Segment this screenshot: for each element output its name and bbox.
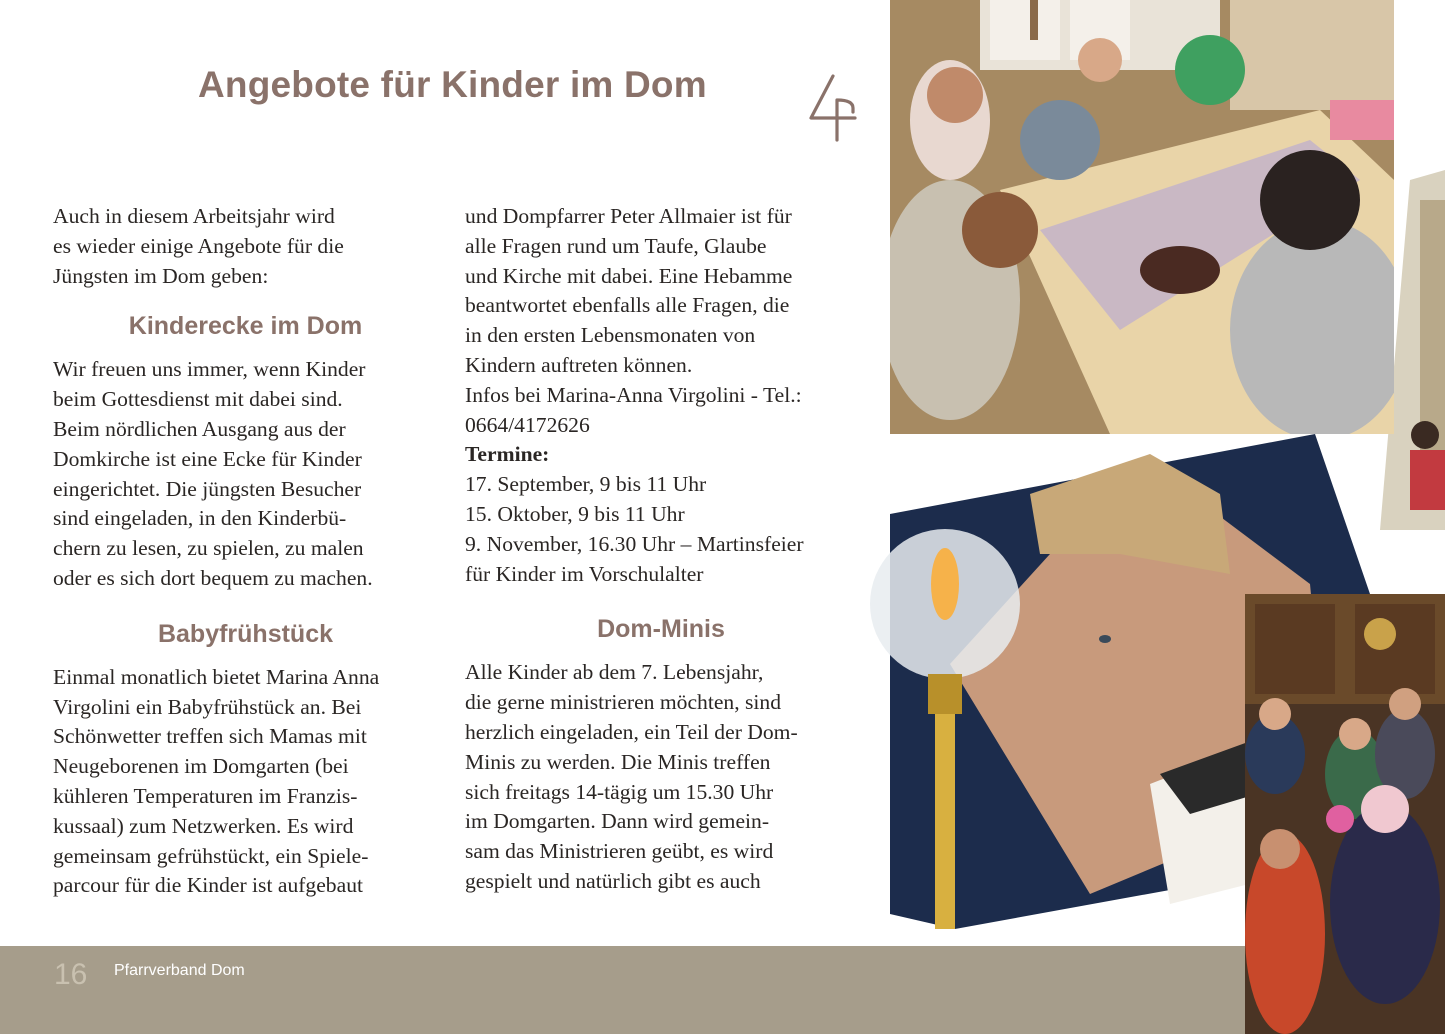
- text-line: Beim nördlichen Ausgang aus der: [53, 416, 346, 441]
- text-line: Wir freuen uns immer, wenn Kinder: [53, 357, 366, 382]
- footer-bar: [0, 946, 1445, 1034]
- text-line: Kindern auftreten können.: [465, 352, 693, 377]
- text-line: sich freitags 14-tägig um 15.30 Uhr: [465, 779, 774, 804]
- text-line: gemeinsam gefrühstückt, ein Spiele-: [53, 843, 369, 868]
- footer-label: Pfarrverband Dom: [114, 962, 245, 979]
- text-line: kühleren Temperaturen im Franzis-: [53, 783, 358, 808]
- text-line: sind eingeladen, in den Kinderbü-: [53, 506, 347, 531]
- kinderecke-heading: Kinderecke im Dom: [128, 312, 363, 341]
- text-line: Schönwetter treffen sich Mamas mit: [53, 724, 367, 749]
- page-number: 16: [54, 958, 88, 991]
- text-line: Virgolini ein Babyfrühstück an. Bei: [53, 694, 362, 719]
- text-line: Infos bei Marina-Anna Virgolini - Tel.:: [465, 382, 802, 407]
- photo-dom-minis-group: [1245, 594, 1445, 1034]
- text-line: Alle Kinder ab dem 7. Lebensjahr,: [465, 660, 764, 685]
- text-line: Minis zu werden. Die Minis treffen: [465, 749, 771, 774]
- text-line: parcour für die Kinder ist aufgebaut: [53, 873, 363, 898]
- photo-children-breakfast: [890, 0, 1394, 434]
- text-line: alle Fragen rund um Taufe, Glaube: [465, 233, 767, 258]
- text-line: kussaal) zum Netzwerken. Es wird: [53, 813, 354, 838]
- babyfruehstueck-continued: [465, 202, 857, 589]
- text-line: im Domgarten. Dann wird gemein-: [465, 809, 770, 834]
- text-line: herzlich eingeladen, ein Teil der Dom-: [465, 719, 798, 744]
- text-line: beim Gottesdienst mit dabei sind.: [53, 387, 343, 412]
- page-title: Angebote für Kinder im Dom: [198, 64, 707, 105]
- babyfruehstueck-paragraph: [53, 663, 438, 901]
- babyfruehstueck-heading: Babyfrühstück: [157, 619, 334, 648]
- text-line: gespielt und natürlich gibt es auch: [465, 868, 761, 893]
- right-column: [465, 202, 857, 897]
- date-line: für Kinder im Vorschulalter: [465, 561, 704, 586]
- text-line: Einmal monatlich bietet Marina Anna: [53, 664, 380, 689]
- text-line: beantwortet ebenfalls alle Fragen, die: [465, 293, 790, 318]
- section-number-logo: [803, 70, 859, 144]
- text-line: eingerichtet. Die jüngsten Besucher: [53, 476, 362, 501]
- text-line: Auch in diesem Arbeitsjahr wird: [53, 204, 335, 228]
- left-column: [53, 202, 438, 901]
- text-line: oder es sich dort bequem zu machen.: [53, 565, 373, 590]
- dom-minis-heading: Dom-Minis: [597, 615, 725, 644]
- date-line: 9. November, 16.30 Uhr – Martinsfeier: [465, 531, 804, 556]
- text-line: sam das Ministrieren geübt, es wird: [465, 839, 774, 864]
- text-line: in den ersten Lebensmonaten von: [465, 323, 756, 348]
- text-line: Jüngsten im Dom geben:: [53, 263, 269, 288]
- text-line: 0664/4172626: [465, 412, 590, 437]
- text-line: Domkirche ist eine Ecke für Kinder: [53, 446, 362, 471]
- kinderecke-paragraph: [53, 355, 438, 593]
- text-line: und Dompfarrer Peter Allmaier ist für: [465, 204, 792, 228]
- date-line: 15. Oktober, 9 bis 11 Uhr: [465, 501, 685, 526]
- text-line: und Kirche mit dabei. Eine Hebamme: [465, 263, 793, 288]
- dates-label: Termine:: [465, 442, 550, 467]
- text-line: Neugeborenen im Domgarten (bei: [53, 754, 349, 779]
- text-line: chern zu lesen, zu spielen, zu malen: [53, 536, 364, 561]
- text-line: es wieder einige Angebote für die: [53, 233, 344, 258]
- date-line: 17. September, 9 bis 11 Uhr: [465, 472, 707, 497]
- text-line: die gerne ministrieren möchten, sind: [465, 690, 782, 715]
- intro-paragraph: [53, 202, 438, 291]
- dom-minis-paragraph: [465, 658, 857, 896]
